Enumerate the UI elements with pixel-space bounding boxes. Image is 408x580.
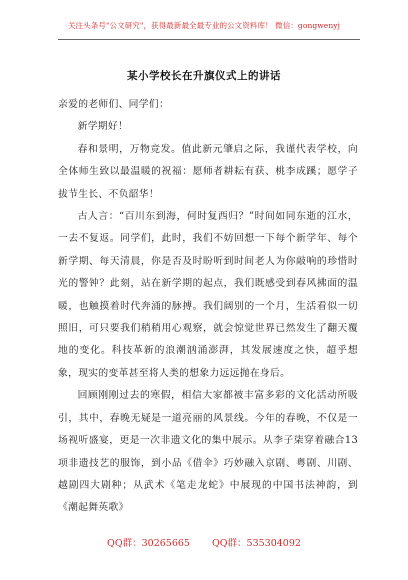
qq-group-1: QQ群：30265665 xyxy=(107,538,190,549)
paragraph-2: 古人言：“百川东到海，何时复西归？”时间如同东逝的江水，一去不复返。同学们，此时，我们不妨回想一下每个新学年、每个新学期、每天清晨，你是否及时盼听到时间老人为你敲响的珍惜时光的警钟？此刻，站在新学期的起点，我们既感受到春风拂面的温暖，也触摸着时代奔涌的脉搏。我们阔别的一个月，生活看似一切照旧，可只要我们稍稍用心观察，就会惊觉世界已然发生了翻天覆地的变化。科技革新的浪潮汹涌澎湃，其发展速度之快，超乎想象，现实的变革甚至将人类的想象力远远抛在身后。 xyxy=(58,211,358,379)
paragraph-1: 春和景明，万物竞发。值此新元肇启之际，我谨代表学校，向全体师生致以最温暖的祝福：愿师者耕耘有获、桃李成蹊；愿学子拔节生长、不负韶华！ xyxy=(58,143,358,200)
qq-group-2: QQ群：535304092 xyxy=(211,538,301,549)
header-divider xyxy=(58,39,360,40)
document-title: 某小学校长在升旗仪式上的讲话 xyxy=(127,70,281,82)
paragraph-3: 回顾刚刚过去的寒假，相信大家都被丰富多彩的文化活动所吸引，其中，春晚无疑是一道亮丽的风景线。今年的春晚，不仅是一场视听盛宴，更是一次非遗文化的集中展示。从李子柒穿着融合13项非遗技艺的服饰，到小品《借伞》巧妙融入京剧、粤剧、川剧、越剧四大剧种；从武术《笔走龙蛇》中展现的中国书法神韵，到《潮起舞英歌》 xyxy=(58,390,358,514)
header-notice: 关注头条号"公文研究"，获得最新最全最专业的公文资料库！ 微信：gongwenyj xyxy=(67,21,341,30)
salutation: 亲爱的老师们、同学们： xyxy=(58,99,170,110)
greeting: 新学期好！ xyxy=(77,121,129,133)
document-body xyxy=(58,94,358,520)
footer-contact xyxy=(0,535,408,549)
